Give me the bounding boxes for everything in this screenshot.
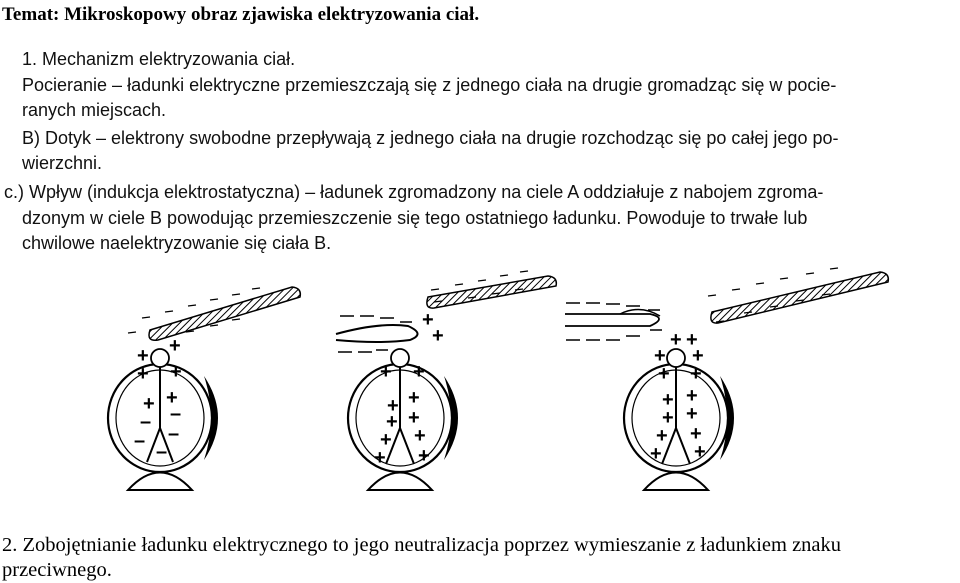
charge-plus: + [654, 345, 666, 367]
charge-minus: – [156, 441, 168, 463]
touching-rod-charges [566, 303, 662, 340]
charge-minus: – [140, 411, 152, 433]
charge-plus: + [650, 443, 662, 465]
electroscope-3 [624, 349, 734, 490]
charged-rod-1 [149, 287, 300, 340]
paragraph-rubbing-line-1: Pocieranie – ładunki elektryczne przemieszczają się z jednego ciała na drugie gromadząc się w pociе- [22, 75, 837, 95]
charge-plus: + [386, 411, 398, 433]
charge-plus: + [662, 407, 674, 429]
paragraph-contact-line-1: B) Dotyk – elektrony swobodne przepływają z jednego ciała na drugie rozchodząc się po całej jego po- [22, 128, 839, 148]
charge-plus: + [408, 407, 420, 429]
charge-plus: + [170, 361, 182, 383]
charge-plus: + [413, 361, 425, 383]
paragraph-contact-line-2: wierzchni. [22, 153, 103, 173]
charged-rod-3 [711, 272, 888, 323]
contact-charges [336, 316, 418, 352]
charge-plus: + [380, 361, 392, 383]
charge-plus: + [166, 387, 178, 409]
charge-plus: + [656, 425, 668, 447]
electroscope-1 [108, 349, 218, 490]
electroscope-2 [348, 349, 458, 490]
charge-plus: + [690, 363, 702, 385]
charge-plus: + [662, 389, 674, 411]
charge-plus: + [692, 345, 704, 367]
charged-rod-2 [427, 276, 556, 308]
charge-plus: + [137, 363, 149, 385]
section-2-line-2: przeciwnego. [2, 559, 112, 581]
section-2-line-1: 2. Zobojętnianie ładunku elektrycznego to jego neutralizacja poprzez wymieszanie z ładunkiem znaku [2, 534, 842, 556]
paragraph-rubbing-line-2: ranych miejscach. [22, 100, 167, 120]
charge-plus: + [374, 447, 386, 469]
charge-plus: + [686, 403, 698, 425]
charge-minus: – [170, 403, 182, 425]
paragraph-induction-line-3: chwilowe naelektryzowanie się ciała B. [22, 233, 332, 253]
charge-plus: + [169, 335, 181, 357]
charge-plus: + [380, 429, 392, 451]
charge-plus: + [418, 445, 430, 467]
charge-plus: + [414, 425, 426, 447]
charge-plus: + [686, 329, 698, 351]
charge-plus: + [686, 385, 698, 407]
charge-plus: + [408, 387, 420, 409]
touching-rod [565, 309, 660, 326]
charge-minus: – [134, 430, 146, 452]
paragraph-induction-line-2: dzonym w ciele B powodując przemieszczenie się tego ostatniego ładunku. Powoduje to trwałe lub [22, 208, 808, 228]
charge-plus: + [137, 345, 149, 367]
charge-plus: + [143, 393, 155, 415]
charge-plus: + [422, 309, 434, 331]
charge-plus: + [658, 363, 670, 385]
paragraph-induction-line-1: c.) Wpływ (indukcja elektrostatyczna) – ładunek zgromadzony na ciele A oddziałuje z nabojem zgroma- [4, 182, 824, 202]
section-1-heading: 1. Mechanizm elektryzowania ciał. [22, 49, 296, 69]
charge-minus: – [168, 423, 180, 445]
page-title: Temat: Mikroskopowy obraz zjawiska elektryzowania ciał. [2, 4, 480, 25]
charge-plus: + [690, 423, 702, 445]
charge-plus: + [387, 395, 399, 417]
charge-plus: + [670, 329, 682, 351]
charge-plus: + [432, 325, 444, 347]
charge-plus: + [694, 441, 706, 463]
